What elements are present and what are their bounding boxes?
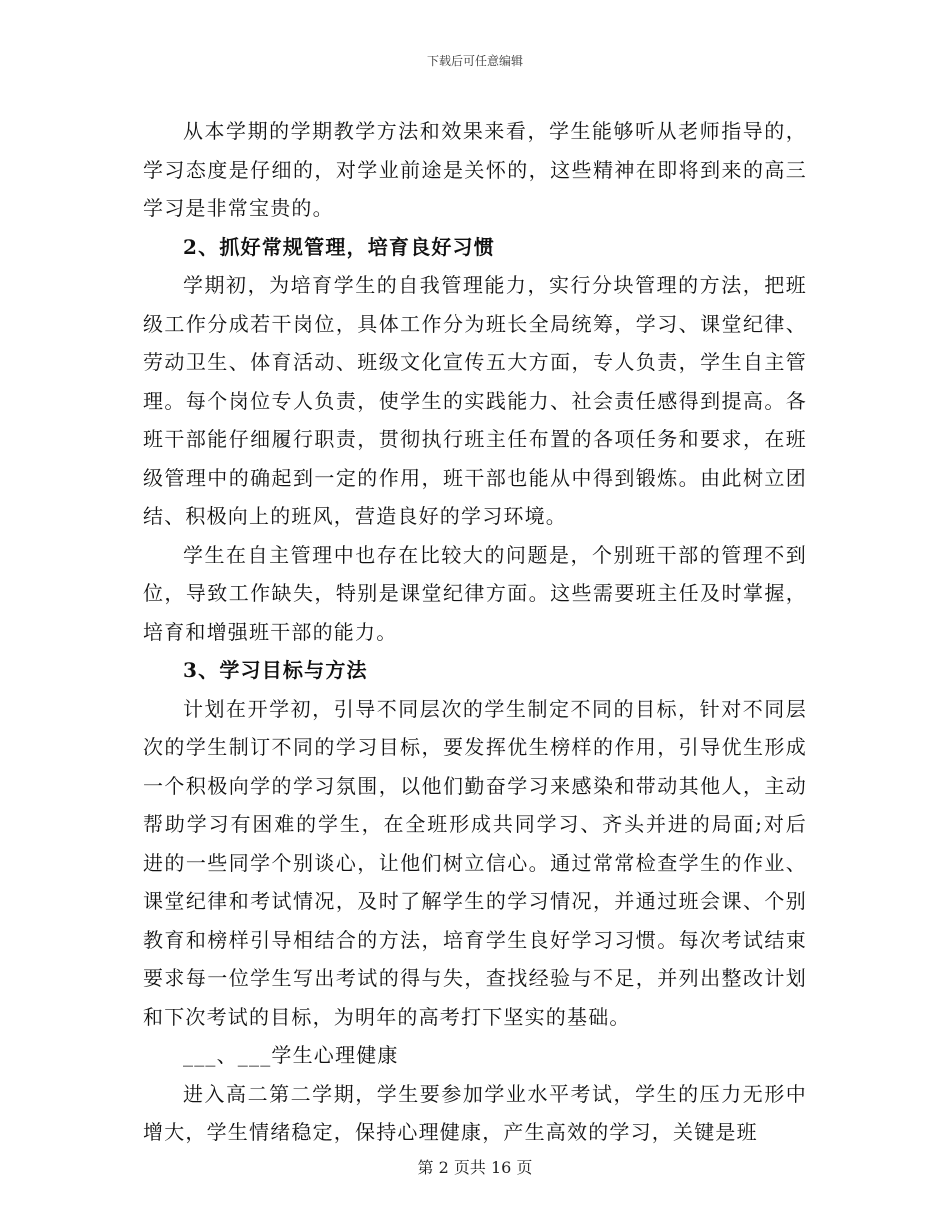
page-header: 下载后可任意编辑	[426, 54, 523, 68]
paragraph-mental-health: 进入高二第二学期，学生要参加学业水平考试，学生的压力无形中增大，学生情绪稳定，保持心理健康，产生高效的学习，关键是班	[143, 1081, 807, 1144]
page-footer: 第 2 页共 16 页	[417, 1158, 533, 1177]
section-heading-learning-goals: 3、学习目标与方法	[183, 658, 368, 682]
paragraph-learning-goals: 计划在开学初，引导不同层次的学生制定不同的目标，针对不同层次的学生制订不同的学习目标，要发挥优生榜样的作用，引导优生形成一个积极向学的学习氛围，以他们勤奋学习来感染和带动其他人，主动帮助学习有困难的学生，在全班形成共同学习、齐头并进的局面;对后进的一些同学个别谈心，让他们树立信心。通过常常检查学生的作业、课堂纪律和考试情况，及时了解学生的学习情况，并通过班会课、个别教育和榜样引导相结合的方法，培育学生良好学习习惯。每次考试结束要求每一位学生写出考试的得与失，查找经验与不足，并列出整改计划和下次考试的目标，为明年的高考打下坚实的基础。	[143, 696, 807, 1029]
section-heading-routine-management: 2、抓好常规管理，培育良好习惯	[183, 234, 495, 259]
section-heading-mental-health: ___、___学生心理健康	[183, 1043, 399, 1067]
document-body	[143, 112, 807, 1152]
paragraph-study-methods: 从本学期的学期教学方法和效果来看，学生能够听从老师指导的，学习态度是仔细的，对学业前途是关怀的，这些精神在即将到来的高三学习是非常宝贵的。	[143, 119, 807, 220]
paragraph-self-management: 学期初，为培育学生的自我管理能力，实行分块管理的方法，把班级工作分成若干岗位，具体工作分为班长全局统筹，学习、课堂纪律、劳动卫生、体育活动、班级文化宣传五大方面，专人负责，学生自主管理。每个岗位专人负责，使学生的实践能力、社会责任感得到提高。各班干部能仔细履行职责，贯彻执行班主任布置的各项任务和要求，在班级管理中的确起到一定的作用，班干部也能从中得到锻炼。由此树立团结、积极向上的班风，营造良好的学习环境。	[143, 273, 807, 528]
paragraph-management-problems: 学生在自主管理中也存在比较大的问题是，个别班干部的管理不到位，导致工作缺失，特别是课堂纪律方面。这些需要班主任及时掌握，培育和增强班干部的能力。	[143, 542, 807, 644]
